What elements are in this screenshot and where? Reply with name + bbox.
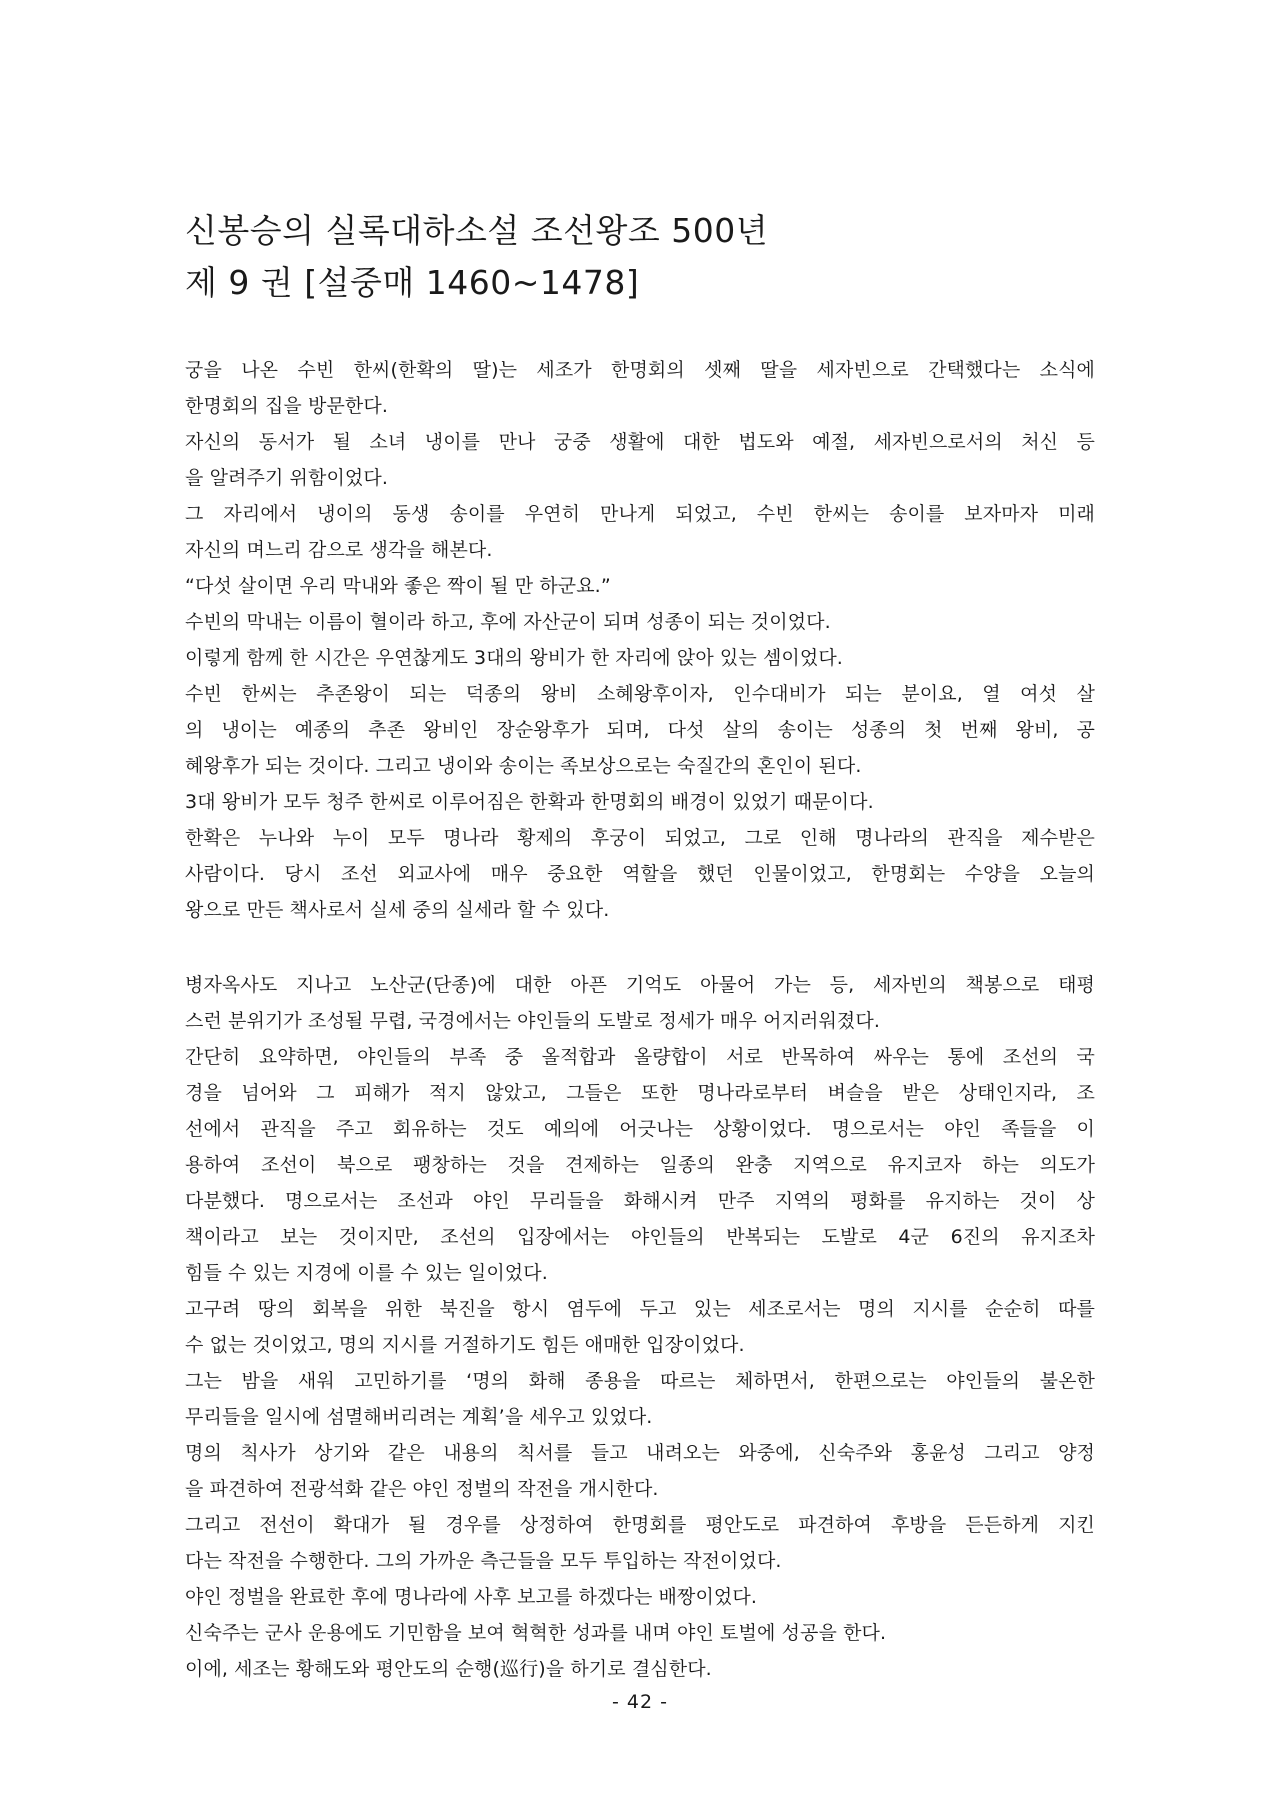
text-line: 경을 넘어와 그 피해가 적지 않았고, 그들은 또한 명나라로부터 벼슬을 받은 상태인지라, 조 [185, 1082, 1095, 1104]
text-line: 그는 밤을 새워 고민하기를 ‘명의 화해 종용을 따르는 체하면서, 한편으로는 야인들의 불온한 [185, 1370, 1095, 1392]
document-body [185, 352, 1095, 1687]
text-line: 혜왕후가 되는 것이다. 그리고 냉이와 송이는 족보상으로는 숙질간의 혼인이 된다. [185, 755, 862, 777]
paragraph [185, 1579, 1095, 1615]
text-line: 책이라고 보는 것이지만, 조선의 입장에서는 야인들의 반복되는 도발로 4군 6진의 유지조차 [185, 1226, 1095, 1248]
text-line: 수빈의 막내는 이름이 혈이라 하고, 후에 자산군이 되며 성종이 되는 것이었다. [185, 611, 831, 633]
text-line: 간단히 요약하면, 야인들의 부족 중 올적합과 올량합이 서로 반목하여 싸우는 통에 조선의 국 [185, 1046, 1095, 1068]
text-line: 자신의 동서가 될 소녀 냉이를 만나 궁중 생활에 대한 법도와 예절, 세자빈으로서의 처신 등 [185, 431, 1095, 453]
text-line: 3대 왕비가 모두 청주 한씨로 이루어짐은 한확과 한명회의 배경이 있었기 때문이다. [185, 791, 874, 813]
paragraph [185, 820, 1095, 928]
text-line: 그리고 전선이 확대가 될 경우를 상정하여 한명회를 평안도로 파견하여 후방을 든든하게 지킨 [185, 1514, 1095, 1536]
paragraph [185, 424, 1095, 496]
text-line: 한확은 누나와 누이 모두 명나라 황제의 후궁이 되었고, 그로 인해 명나라의 관직을 제수받은 [185, 827, 1095, 849]
text-line: “다섯 살이면 우리 막내와 좋은 짝이 될 만 하군요.” [185, 575, 611, 597]
text-line: 병자옥사도 지나고 노산군(단종)에 대한 아픈 기억도 아물어 가는 등, 세자빈의 책봉으로 태평 [185, 974, 1095, 996]
text-line: 이에, 세조는 황해도와 평안도의 순행(巡行)을 하기로 결심한다. [185, 1658, 712, 1680]
volume-title: 제 9 권 [설중매 1460~1478] [185, 263, 640, 302]
text-line: 용하여 조선이 북으로 팽창하는 것을 견제하는 일종의 완충 지역으로 유지코자 하는 의도가 [185, 1154, 1095, 1176]
text-line: 궁을 나온 수빈 한씨(한확의 딸)는 세조가 한명회의 셋째 딸을 세자빈으로 간택했다는 소식에 [185, 359, 1095, 381]
text-line: 힘들 수 있는 지경에 이를 수 있는 일이었다. [185, 1262, 548, 1284]
paragraph [185, 496, 1095, 568]
text-line: 수빈 한씨는 추존왕이 되는 덕종의 왕비 소혜왕후이자, 인수대비가 되는 분이요, 열 여섯 살 [185, 683, 1095, 705]
text-line: 다분했다. 명으로서는 조선과 야인 무리들을 화해시켜 만주 지역의 평화를 유지하는 것이 상 [185, 1190, 1095, 1212]
text-line: 다는 작전을 수행한다. 그의 가까운 측근들을 모두 투입하는 작전이었다. [185, 1550, 782, 1572]
paragraph [185, 1615, 1095, 1651]
text-line: 이렇게 함께 한 시간은 우연찮게도 3대의 왕비가 한 자리에 앉아 있는 셈이었다. [185, 647, 843, 669]
text-section [185, 352, 1095, 928]
page-number: - 42 - [612, 1691, 668, 1713]
text-line: 신숙주는 군사 운용에도 기민함을 보여 혁혁한 성과를 내며 야인 토벌에 성공을 한다. [185, 1622, 887, 1644]
text-line: 그 자리에서 냉이의 동생 송이를 우연히 만나게 되었고, 수빈 한씨는 송이를 보자마자 미래 [185, 503, 1095, 525]
text-line: 야인 정벌을 완료한 후에 명나라에 사후 보고를 하겠다는 배짱이었다. [185, 1586, 757, 1608]
document-header [185, 205, 1105, 309]
text-line: 을 알려주기 위함이었다. [185, 467, 388, 489]
book-title: 신봉승의 실록대하소설 조선왕조 500년 [185, 211, 769, 250]
text-section [185, 967, 1095, 1687]
paragraph [185, 784, 1095, 820]
text-line: 한명회의 집을 방문한다. [185, 395, 388, 417]
paragraph [185, 640, 1095, 676]
paragraph [185, 1039, 1095, 1291]
paragraph [185, 1363, 1095, 1435]
paragraph [185, 676, 1095, 784]
text-line: 자신의 며느리 감으로 생각을 해본다. [185, 539, 493, 561]
paragraph [185, 604, 1095, 640]
text-line: 사람이다. 당시 조선 외교사에 매우 중요한 역할을 했던 인물이었고, 한명회는 수양을 오늘의 [185, 863, 1095, 885]
text-line: 고구려 땅의 회복을 위한 북진을 항시 염두에 두고 있는 세조로서는 명의 지시를 순순히 따를 [185, 1298, 1095, 1320]
paragraph [185, 1507, 1095, 1579]
text-line: 의 냉이는 예종의 추존 왕비인 장순왕후가 되며, 다섯 살의 송이는 성종의 첫 번째 왕비, 공 [185, 719, 1095, 741]
text-line: 왕으로 만든 책사로서 실세 중의 실세라 할 수 있다. [185, 899, 610, 921]
text-line: 스런 분위기가 조성될 무렵, 국경에서는 야인들의 도발로 정세가 매우 어지러워졌다. [185, 1010, 880, 1032]
text-line: 수 없는 것이었고, 명의 지시를 거절하기도 힘든 애매한 입장이었다. [185, 1334, 745, 1356]
text-line: 을 파견하여 전광석화 같은 야인 정벌의 작전을 개시한다. [185, 1478, 659, 1500]
paragraph [185, 1435, 1095, 1507]
paragraph [185, 1651, 1095, 1687]
paragraph [185, 967, 1095, 1039]
paragraph [185, 1291, 1095, 1363]
text-line: 무리들을 일시에 섬멸해버리려는 계획’을 세우고 있었다. [185, 1406, 653, 1428]
text-line: 선에서 관직을 주고 회유하는 것도 예의에 어긋나는 상황이었다. 명으로서는 야인 족들을 이 [185, 1118, 1095, 1140]
paragraph [185, 352, 1095, 424]
paragraph [185, 568, 1095, 604]
text-line: 명의 칙사가 상기와 같은 내용의 칙서를 들고 내려오는 와중에, 신숙주와 홍윤성 그리고 양정 [185, 1442, 1095, 1464]
